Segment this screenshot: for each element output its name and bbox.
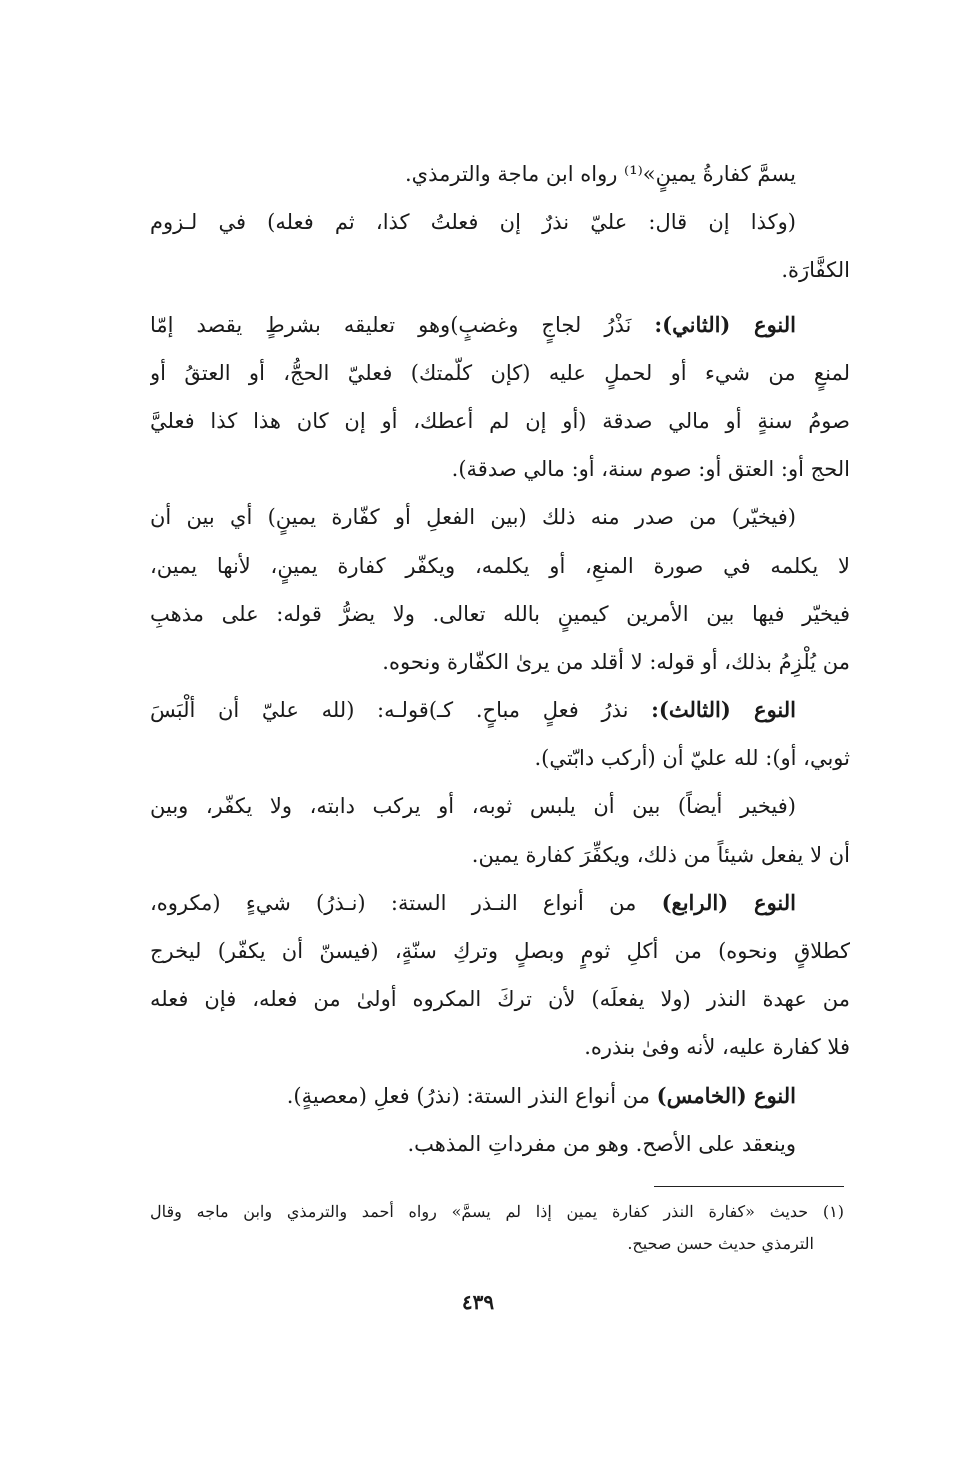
text-line: (فيخير أيضاً) بين أن يلبس ثوبه، أو يركب دابته، ولا يكفّر، وبين [150,794,796,819]
text-line: ثوبي، أو): لله عليّ أن (أركب دابّتي). [534,746,850,771]
text-line: فيخيّر فيها بين الأمرين كيمينٍ بالله تعالى. ولا يضرُّ قوله: على مذهبِ [150,601,850,626]
text-line: النوع (الرابع) من أنواع النـذر الستة: (نـذرُ) شيءٍ (مكروه، [150,889,796,915]
section-heading: النوع (الرابع) [661,889,796,915]
text-line: يسمَّ كفارةُ يمينٍ»⁽¹⁾ رواه ابن ماجة والترمذي. [404,162,796,186]
footnote-divider [654,1186,844,1187]
footnote-line: الترمذي حديث حسن صحيح. [627,1234,814,1253]
text-line: النوع (الثالث): نذرُ فعلٍ مباحٍ. كـ)قولـه: (لله عليّ أن ألْبَسَ [150,697,797,723]
text-line: من عهدة النذر (ولا يفعلَه) لأن تركَ المكروه أولىٰ من فعله، فإن فعله [150,987,850,1012]
text-line: من يُلْزِمُ بذلك، أو قوله: لا أقلد من يرىٰ الكفّارة ونحوه. [382,649,850,674]
text-line: الحج أو: العتق أو: صوم سنة، أو: مالي صدقة). [451,457,850,482]
text-line: النوع (الثاني): نَذْرُ لجاجٍ وغضبٍ)وهو تعليقه بشرطٍ يقصد إمّا [150,311,796,337]
section-heading: النوع (الخامس) [656,1082,796,1108]
text-line: صومُ سنةٍ أو مالي صدقة (أو إن لم أعطك، أو إن كان هذا كذا فعليَّ [150,408,850,433]
text-line: كطلاقٍ ونحوه) من أكلِ ثومٍ وبصلٍ وتركِ سنّةٍ، (فيسنّ أن يكفّر) ليخرج [150,939,850,963]
text-line: فلا كفارة عليه، لأنه وفىٰ بنذره. [584,1035,850,1060]
main-text [150,150,850,1168]
text-line: (فيخيّر) من صدر منه ذلك (بين الفعلِ أو كفّارة يمينٍ) أي بين أن [150,505,796,530]
section-heading: النوع (الثالث): [651,697,797,723]
text-line: (وكذا إن قال: عليّ نذرٌ إن فعلتُ كذا، ثم فعله) في لـزوم [150,210,796,235]
text-line: أن لا يفعل شيئاً من ذلك، ويكفِّرَ كفارة يمين. [471,842,850,867]
text-line: النوع (الخامس) من أنواع النذر الستة: (نذرُ) فعلِ (معصيةٍ). [286,1082,796,1108]
text-line: لمنعٍ من شيء أو لحملٍ عليه (كإن كلّمتك) فعليّ الحجُّ، أو العتقُ أو [150,360,850,385]
footnote-line: (١) حديث «كفارة النذر كفارة يمين إذا لم يسمَّ» رواه أحمد والترمذي وابن ماجه وقال [150,1202,844,1221]
text-line: وينعقد على الأصح. وهو من مفرداتِ المذهب. [407,1131,796,1156]
text-line: الكفَّارَة. [781,258,850,283]
page-number: ٤٣٩ [461,1290,495,1314]
section-heading: النوع (الثاني): [654,311,796,337]
text-line: لا يكلمه في صورة المنعِ، أو يكلمه، ويكفّر كفارة يمينٍ، لأنها يمين، [150,553,850,578]
footnotes [150,1196,844,1260]
